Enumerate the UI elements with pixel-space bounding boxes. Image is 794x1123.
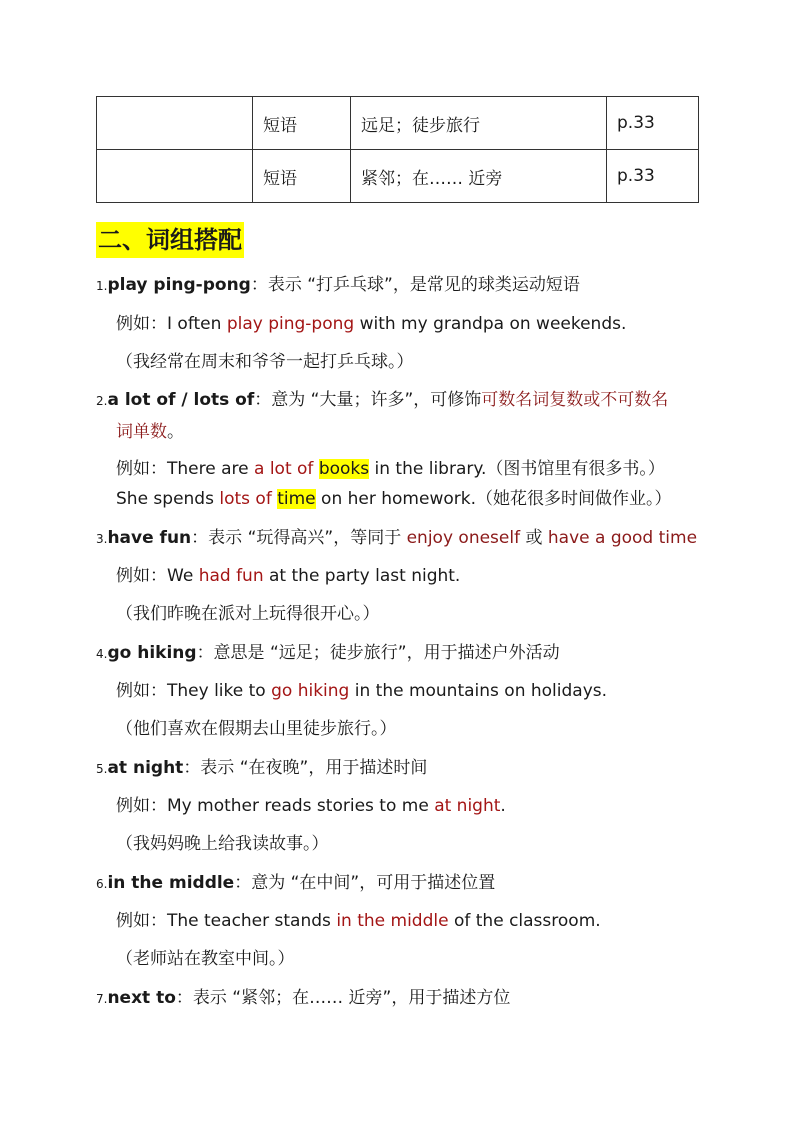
page-ref-cell: p.33 <box>607 150 699 203</box>
entry-term: a lot of / lots of <box>107 390 255 410</box>
entry-7-heading: 7.next to：表示 “紧邻；在…… 近旁”，用于描述方位 <box>96 988 511 1008</box>
meaning-cell: 远足；徒步旅行 <box>351 97 607 150</box>
entry-3-heading: 3.have fun：表示 “玩得高兴”，等同于 enjoy oneself 或 have a good time <box>96 528 698 548</box>
entry-1-translation: （我经常在周末和爷爷一起打乒乓球。） <box>116 352 414 372</box>
word-cell <box>97 97 253 150</box>
entry-5-example: 例如：My mother reads stories to me at night. <box>116 796 506 816</box>
entry-6-heading: 6.in the middle：意为 “在中间”，可用于描述位置 <box>96 873 496 893</box>
table-row <box>97 150 699 203</box>
entry-2-example-2: She spends lots of time on her homework.（她花很多时间做作业。） <box>116 489 672 509</box>
entry-term: in the middle <box>107 873 235 893</box>
page-ref-cell: p.33 <box>607 97 699 150</box>
entry-5-heading: 5.at night：表示 “在夜晚”，用于描述时间 <box>96 758 428 778</box>
entry-term: go hiking <box>107 643 197 663</box>
entry-5-translation: （我妈妈晚上给我读故事。） <box>116 834 329 854</box>
vocabulary-table <box>96 96 699 203</box>
entry-term: play ping-pong <box>107 275 251 295</box>
entry-term: have fun <box>107 528 192 548</box>
entry-2-heading: 2.a lot of / lots of：意为 “大量；许多”，可修饰可数名词复数或不可数名 <box>96 390 669 410</box>
entry-2-example-1: 例如：There are a lot of books in the library.（图书馆里有很多书。） <box>116 459 665 479</box>
meaning-cell: 紧邻；在…… 近旁 <box>351 150 607 203</box>
entry-4-translation: （他们喜欢在假期去山里徒步旅行。） <box>116 719 397 739</box>
part-of-speech-cell: 短语 <box>253 97 351 150</box>
entry-6-translation: （老师站在教室中间。） <box>116 949 295 969</box>
entry-3-example: 例如：We had fun at the party last night. <box>116 566 461 586</box>
word-cell <box>97 150 253 203</box>
section-title: 二、词组搭配 <box>96 222 244 258</box>
entry-1-heading: 1.play ping-pong：表示 “打乒乓球”，是常见的球类运动短语 <box>96 275 580 295</box>
entry-1-example: 例如：I often play ping-pong with my grandpa on weekends. <box>116 314 627 334</box>
entry-6-example: 例如：The teacher stands in the middle of the classroom. <box>116 911 601 931</box>
entry-3-translation: （我们昨晚在派对上玩得很开心。） <box>116 604 380 624</box>
part-of-speech-cell: 短语 <box>253 150 351 203</box>
entry-term: at night <box>107 758 184 778</box>
entry-4-heading: 4.go hiking：意思是 “远足；徒步旅行”，用于描述户外活动 <box>96 643 560 663</box>
entry-term: next to <box>107 988 176 1008</box>
entry-2-heading-cont: 词单数。 <box>116 422 184 442</box>
table-row <box>97 97 699 150</box>
entry-4-example: 例如：They like to go hiking in the mountains on holidays. <box>116 681 608 701</box>
